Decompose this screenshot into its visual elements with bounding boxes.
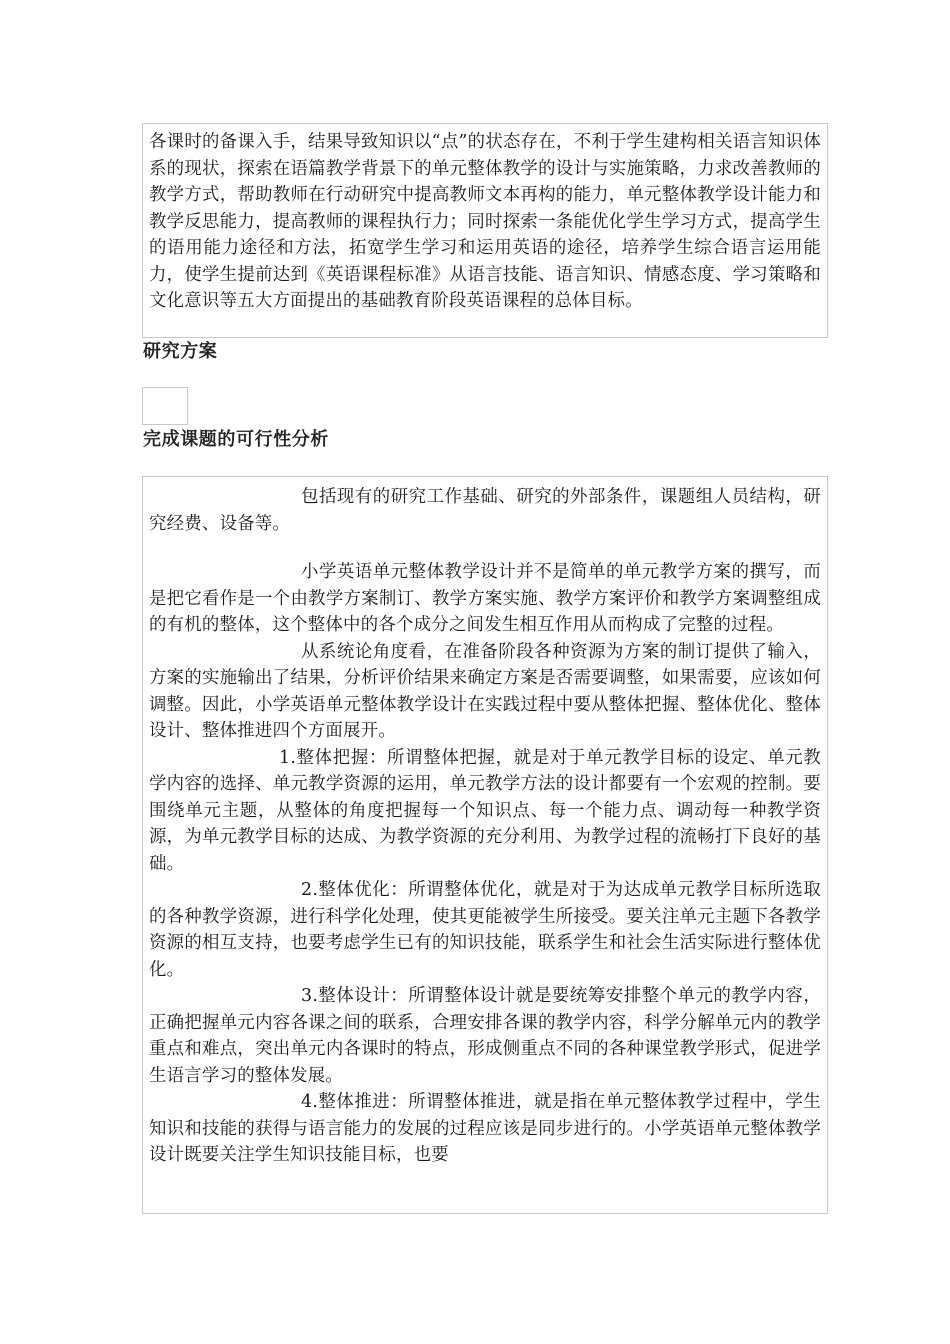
feasibility-item-1: 1.整体把握：所谓整体把握，就是对于单元教学目标的设定、单元教学内容的选择、单元教学资源的运用，单元教学方法的设计都要有一个宏观的控制。要围绕单元主题，从整体的角度把握每一个知识点、每一个能力点、调动每一种教学资源，为单元教学目标的达成、为教学资源的充分利用、为教学过程的流畅打下良好的基础。 bbox=[149, 747, 821, 874]
feasibility-textbox bbox=[142, 476, 828, 1214]
feasibility-item-4: 4.整体推进：所谓整体推进，就是指在单元整体教学过程中，学生知识和技能的获得与语言能力的发展的过程应该是同步进行的。小学英语单元整体教学设计既要关注学生知识技能目标，也要 bbox=[149, 1092, 821, 1165]
feasibility-item-3: 3.整体设计：所谓整体设计就是要统筹安排整个单元的教学内容，正确把握单元内容各课之间的联系，合理安排各课的教学内容，科学分解单元内的教学重点和难点，突出单元内各课时的特点，形成侧重点不同的各种课堂教学形式，促进学生语言学习的整体发展。 bbox=[149, 986, 821, 1086]
section-heading-research-plan: 研究方案 bbox=[143, 341, 218, 362]
feasibility-paragraph-1: 小学英语单元整体教学设计并不是简单的单元教学方案的撰写，而是把它看作是一个由教学方案制订、教学方案实施、教学方案评价和教学方案调整组成的有机的整体，这个整体中的各个成分之间发生相互作用从而构成了完整的过程。 bbox=[149, 562, 821, 635]
feasibility-intro-paragraph: 包括现有的研究工作基础、研究的外部条件，课题组人员结构，研究经费、设备等。 bbox=[149, 487, 821, 534]
feasibility-item-2: 2.整体优化：所谓整体优化，就是对于为达成单元教学目标所选取的各种教学资源，进行科学化处理，使其更能被学生所接受。要关注单元主题下各教学资源的相互支持，也要考虑学生已有的知识技能，联系学生和社会生活实际进行整体优化。 bbox=[149, 880, 821, 980]
empty-table-cell bbox=[142, 387, 188, 425]
research-goal-textbox bbox=[142, 123, 828, 338]
paragraph-spacer bbox=[149, 537, 821, 559]
section-heading-feasibility-analysis: 完成课题的可行性分析 bbox=[143, 429, 329, 450]
research-goal-paragraph: 各课时的备课入手，结果导致知识以“点”的状态存在，不利于学生建构相关语言知识体系的现状，探索在语篇教学背景下的单元整体教学的设计与实施策略，力求改善教师的教学方式，帮助教师在行动研究中提高教师文本再构的能力，单元整体教学设计能力和教学反思能力，提高教师的课程执行力；同时探索一条能优化学生学习方式，提高学生的语用能力途径和方法，拓宽学生学习和运用英语的途径，培养学生综合语言运用能力，使学生提前达到《英语课程标准》从语言技能、语言知识、情感态度、学习策略和文化意识等五大方面提出的基础教育阶段英语课程的总体目标。 bbox=[149, 132, 821, 311]
feasibility-paragraph-2: 从系统论角度看，在准备阶段各种资源为方案的制订提供了输入，方案的实施输出了结果，分析评价结果来确定方案是否需要调整，如果需要，应该如何调整。因此，小学英语单元整体教学设计在实践过程中要从整体把握、整体优化、整体设计、整体推进四个方面展开。 bbox=[149, 641, 821, 741]
